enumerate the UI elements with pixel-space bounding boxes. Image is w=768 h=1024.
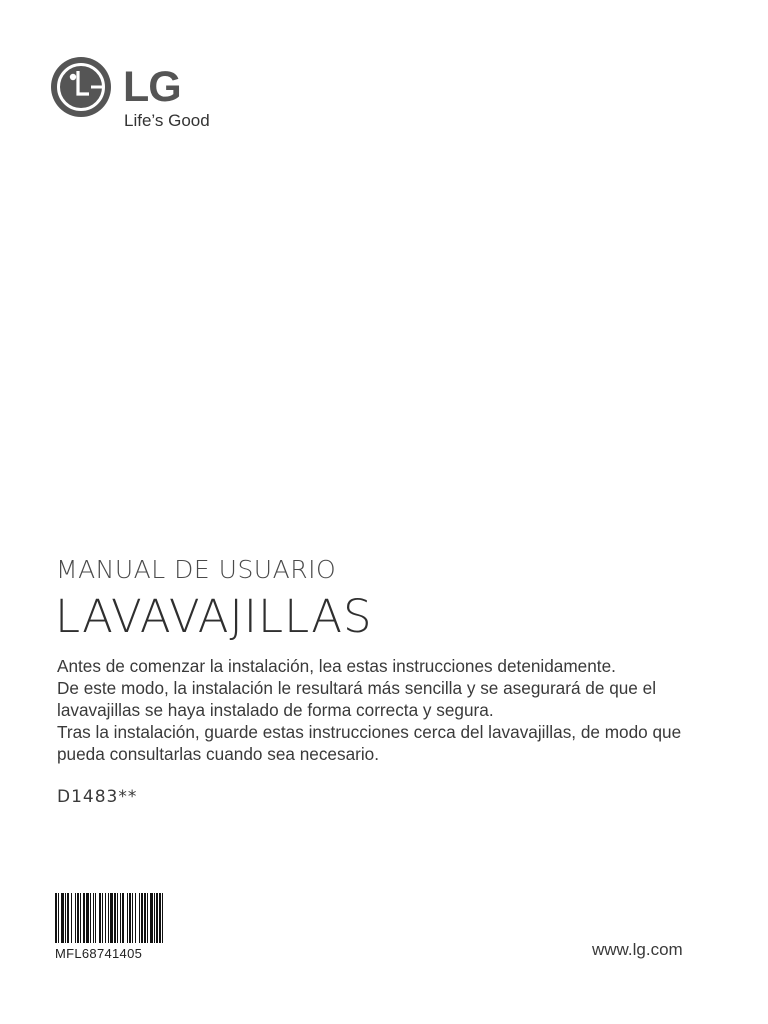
- barcode-bar: [95, 893, 96, 943]
- intro-line: Tras la instalación, guarde estas instrucciones cerca del lavavajillas, de modo que pueda consultarlas cuando sea necesario.: [57, 722, 682, 764]
- lg-face-icon: [51, 57, 111, 117]
- model-number: D1483**: [57, 787, 138, 807]
- barcode-bar: [65, 893, 66, 943]
- barcode-bar: [114, 893, 116, 943]
- barcode-bar: [71, 893, 72, 943]
- barcode-bar: [80, 893, 81, 943]
- barcode-bar: [102, 893, 103, 943]
- barcode-bar: [77, 893, 79, 943]
- barcode-bar: [58, 893, 59, 943]
- barcode-bar: [67, 893, 69, 943]
- barcode-bar: [162, 893, 163, 943]
- barcode-bar: [127, 893, 128, 943]
- barcode-bar: [120, 893, 121, 943]
- barcode-bar: [86, 893, 89, 943]
- barcode-bar: [132, 893, 133, 943]
- barcode-bar: [139, 893, 140, 943]
- barcode-bar: [55, 893, 57, 943]
- barcode-bar: [93, 893, 94, 943]
- brand-slogan: Life’s Good: [124, 111, 210, 130]
- barcode-bar: [99, 893, 101, 943]
- barcode-icon: [55, 893, 237, 943]
- barcode-bar: [150, 893, 153, 943]
- barcode-bar: [159, 893, 161, 943]
- barcode-bar: [156, 893, 158, 943]
- intro-text: [57, 655, 717, 765]
- barcode-number: MFL68741405: [55, 946, 143, 961]
- barcode-bar: [90, 893, 91, 943]
- website-link[interactable]: www.lg.com: [592, 940, 683, 959]
- manual-subtitle: MANUAL DE USUARIO: [56, 555, 337, 584]
- barcode-bar: [117, 893, 118, 943]
- barcode-bar: [110, 893, 113, 943]
- barcode-bar: [147, 893, 148, 943]
- intro-line: De este modo, la instalación le resultará más sencilla y se asegurará de que el lavavajillas se haya instalado de forma correcta y segura.: [57, 678, 657, 720]
- barcode-bar: [129, 893, 131, 943]
- barcode-bar: [154, 893, 155, 943]
- barcode-bar: [75, 893, 76, 943]
- barcode-bar: [105, 893, 106, 943]
- barcode-bar: [135, 893, 136, 943]
- barcode-bar: [122, 893, 124, 943]
- barcode-bar: [83, 893, 85, 943]
- manual-title: LAVAVAJILLAS: [55, 590, 373, 643]
- barcode-bar: [141, 893, 143, 943]
- barcode-bar: [144, 893, 146, 943]
- lg-logo: [51, 57, 251, 137]
- barcode-bar: [108, 893, 109, 943]
- intro-line: Antes de comenzar la instalación, lea estas instrucciones detenidamente.: [57, 656, 616, 676]
- barcode-bar: [61, 893, 64, 943]
- brand-name: LG: [123, 63, 181, 111]
